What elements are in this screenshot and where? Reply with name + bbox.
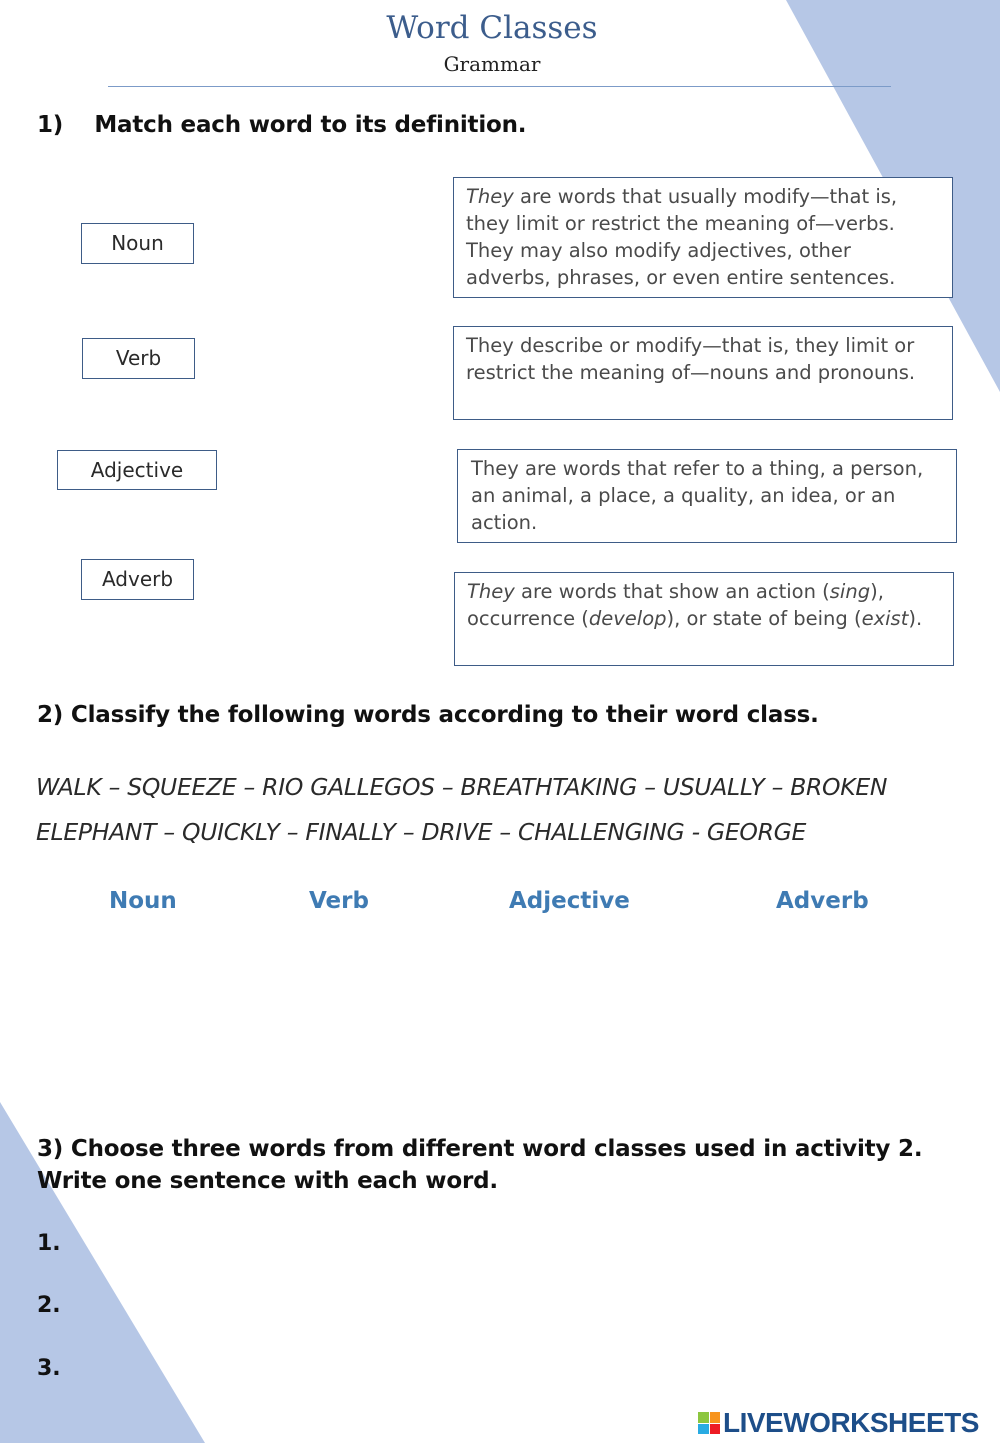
liveworksheets-logo [698,1406,979,1440]
column-heading-adjective: Adjective [509,888,630,914]
answer-number-2: 2. [37,1293,61,1318]
definition-1-text: are words that usually modify—that is, they limit or restrict the meaning of—verbs. They may also modify adjectives, other adverbs, phrases, or even entire sentences. [466,185,898,289]
answer-number-3: 3. [37,1356,61,1381]
word-box-noun[interactable]: Noun [81,223,194,264]
definition-box-2[interactable] [453,326,953,420]
column-heading-adverb: Adverb [776,888,869,914]
definition-box-4[interactable] [454,572,954,666]
word-list-line-2: ELEPHANT – QUICKLY – FINALLY – DRIVE – CHALLENGING - GEORGE [36,818,807,846]
definition-4-part-4: ). [908,607,923,630]
column-heading-verb: Verb [309,888,369,914]
definition-4-example-2: develop [588,607,667,630]
column-heading-noun: Noun [109,888,177,914]
title-divider [108,86,891,87]
word-list-line-1: WALK – SQUEEZE – RIO GALLEGOS – BREATHTAKING – USUALLY – BROKEN [36,773,888,801]
page-title: Word Classes [386,10,598,46]
definition-4-part-2: ), occurrence ( [467,580,884,630]
word-box-adverb[interactable]: Adverb [81,559,194,600]
definition-4-part-3: ), or state of being ( [666,607,862,630]
brand-text: LIVEWORKSHEETS [723,1407,979,1438]
question-3-heading-line-2: Write one sentence with each word. [37,1168,498,1194]
definition-4-lead: They [467,580,515,603]
question-3-heading-line-1: 3) Choose three words from different word classes used in activity 2. [37,1136,923,1162]
page-subtitle: Grammar [443,52,541,76]
definition-4-example-1: sing [829,580,871,603]
definition-3-text: They are words that refer to a thing, a person, an animal, a place, a quality, an idea, or an action. [471,457,924,534]
liveworksheets-logo-icon [698,1412,720,1434]
definition-2-text: They describe or modify—that is, they limit or restrict the meaning of—nouns and pronouns. [466,334,916,384]
definition-box-1[interactable] [453,177,953,298]
definition-4-part-1: are words that show an action ( [514,580,830,603]
word-box-verb[interactable]: Verb [82,338,195,379]
definition-1-lead: They [466,185,514,208]
definition-4-example-3: exist [861,607,909,630]
word-box-adjective[interactable]: Adjective [57,450,217,490]
answer-number-1: 1. [37,1231,61,1256]
question-1-heading: 1) Match each word to its definition. [37,112,527,138]
definition-box-3[interactable] [457,449,957,543]
question-2-heading: 2) Classify the following words according to their word class. [37,702,819,728]
